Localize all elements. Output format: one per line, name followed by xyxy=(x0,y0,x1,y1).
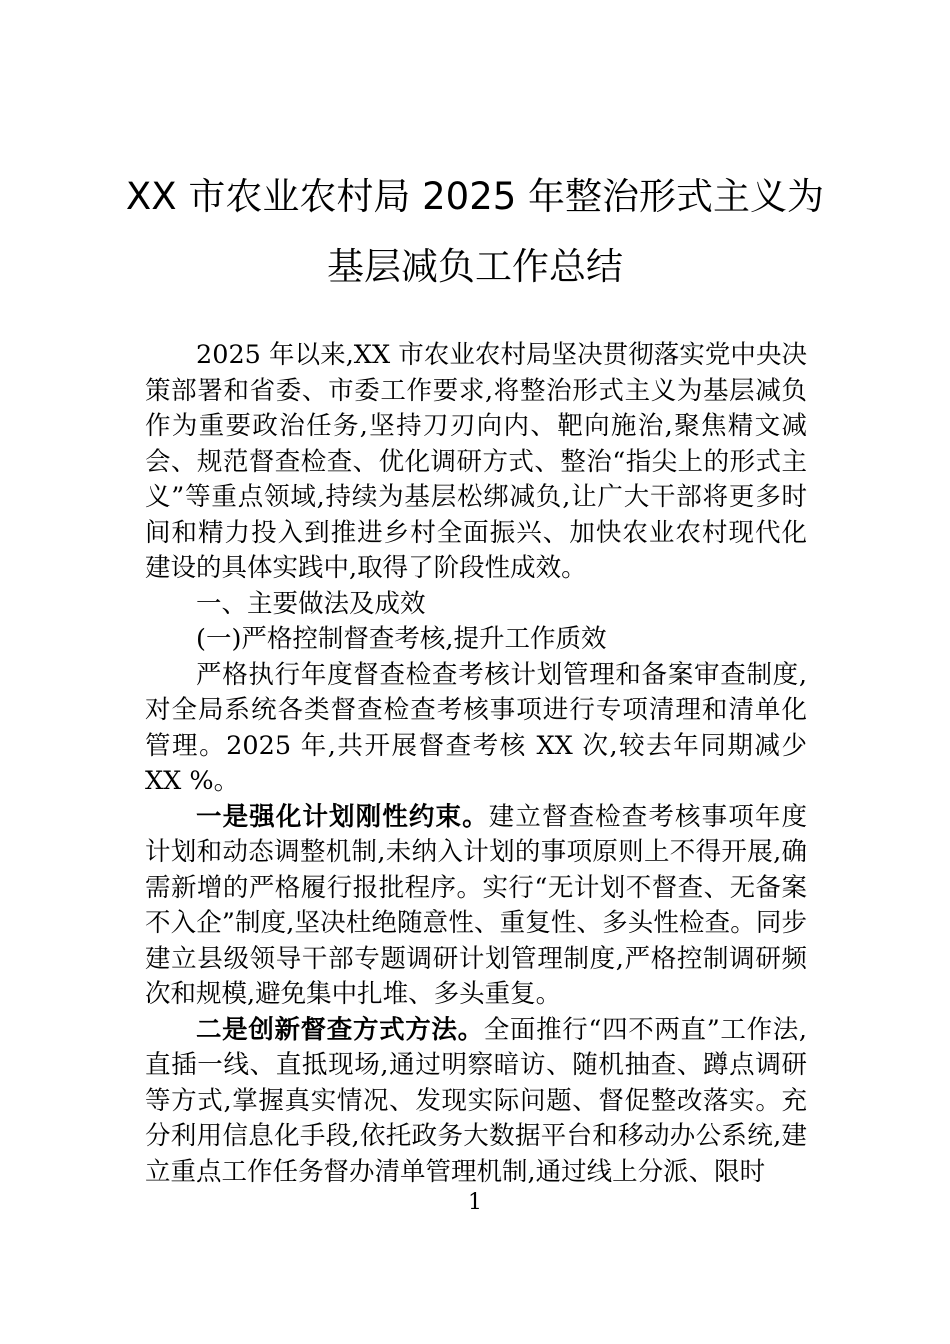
subsection-heading: (一)严格控制督查考核,提升工作质效 xyxy=(196,624,607,654)
body-paragraph-3 xyxy=(145,1013,807,1191)
paragraph-text-3: 全面推行“四不两直”工作法,直插一线、直抵现场,通过明察暗访、随机抽查、蹲点调研等方式,掌握真实情况、发现实际问题、督促整改落实。充分利用信息化手段,依托政务大数据平台和移动办公系统,建立重点工作任务督办清单管理机制,通过线上分派、限时 xyxy=(145,1014,807,1187)
paragraph-text-2: 建立督查检查考核事项年度计划和动态调整机制,未纳入计划的事项原则上不得开展,确需新增的严格履行报批程序。实行“无计划不督查、无备案不入企”制度,坚决杜绝随意性、重复性、多头性检查。同步建立县级领导干部专题调研计划管理制度,严格控制调研频次和规模,避免集中扎堆、多头重复。 xyxy=(145,801,807,1009)
body-paragraph-1: 严格执行年度督查检查考核计划管理和备案审查制度,对全局系统各类督查检查考核事项进行专项清理和清单化管理。2025 年,共开展督查考核 XX 次,较去年同期减少 XX %。 xyxy=(145,659,807,796)
document-title-line-2: 基层减负工作总结 xyxy=(327,245,623,288)
page-number: 1 xyxy=(468,1190,482,1215)
document-title-line-1: XX 市农业农村局 2025 年整治形式主义为 xyxy=(125,175,825,218)
section-heading: 一、主要做法及成效 xyxy=(196,588,426,619)
document-body xyxy=(145,338,807,1190)
body-paragraph-2 xyxy=(145,800,807,1013)
paragraph-lead-2: 二是创新督查方式方法。 xyxy=(196,1014,484,1045)
paragraph-lead-1: 一是强化计划刚性约束。 xyxy=(196,801,489,832)
intro-paragraph: 2025 年以来,XX 市农业农村局坚决贯彻落实党中央决策部署和省委、市委工作要求,将整治形式主义为基层减负作为重要政治任务,坚持刀刃向内、靶向施治,聚焦精文减会、规范督查检查、优化调研方式、整治“指尖上的形式主义”等重点领域,持续为基层松绑减负,让广大干部将更多时间和精力投入到推进乡村全面振兴、加快农业农村现代化建设的具体实践中,取得了阶段性成效。 xyxy=(145,340,807,583)
